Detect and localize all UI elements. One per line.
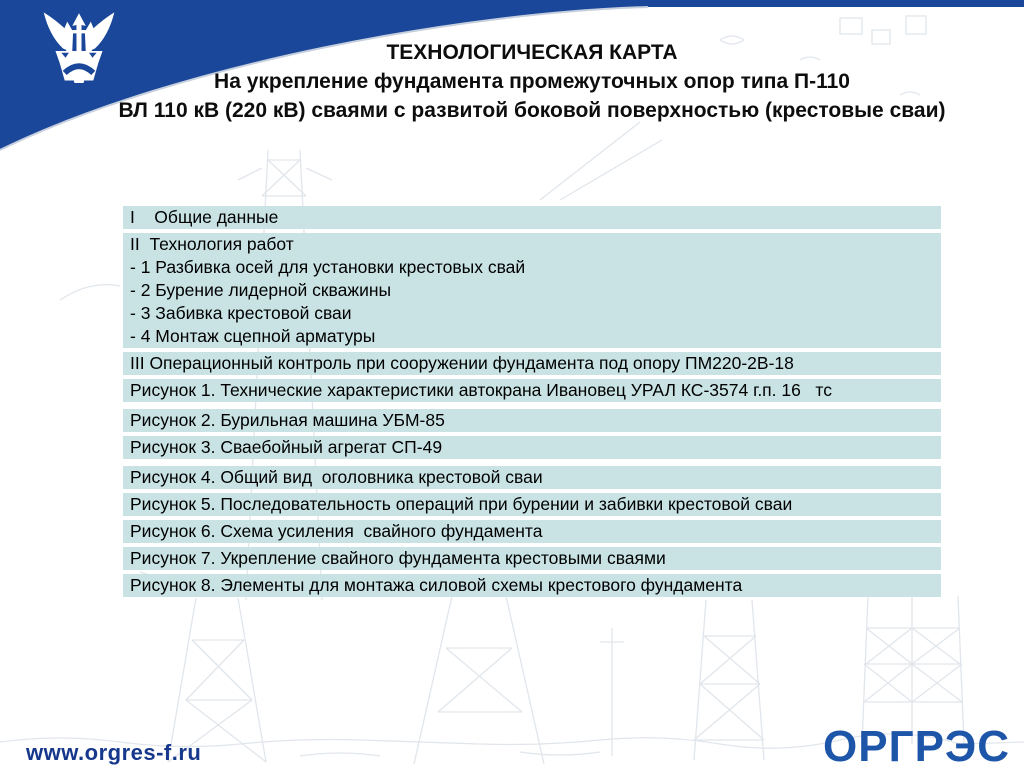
- toc-item: [123, 436, 941, 459]
- toc-item: [123, 233, 941, 348]
- toc-item: [123, 520, 941, 543]
- toc-item: [123, 466, 941, 489]
- toc-line: Рисунок 5. Последовательность операций при бурении и забивки крестовой сваи: [130, 494, 793, 514]
- toc-item: [123, 574, 941, 597]
- orgres-brand-wordmark: ОРГРЭС: [823, 722, 1010, 771]
- toc-line: Рисунок 2. Бурильная машина УБМ-85: [130, 410, 445, 430]
- toc-item: [123, 206, 941, 229]
- toc-line: I Общие данные: [130, 207, 279, 227]
- toc-line: Рисунок 4. Общий вид оголовника крестовой сваи: [130, 467, 543, 487]
- toc-item: [123, 352, 941, 375]
- slide-title-line-1: ТЕХНОЛОГИЧЕСКАЯ КАРТА: [386, 41, 678, 64]
- toc-line: - 3 Забивка крестовой сваи: [130, 303, 352, 323]
- toc-line: - 1 Разбивка осей для установки крестовых свай: [130, 257, 526, 277]
- toc-list: [123, 206, 941, 597]
- toc-line: Рисунок 6. Схема усиления свайного фундамента: [130, 521, 543, 541]
- slide-title: [40, 38, 1024, 125]
- toc-line: Рисунок 7. Укрепление свайного фундамента крестовыми сваями: [130, 548, 666, 568]
- toc-line: II Технология работ: [130, 234, 294, 254]
- toc-line: III Операционный контроль при сооружении фундамента под опору ПМ220-2В-18: [130, 353, 794, 373]
- website-link[interactable]: www.orgres-f.ru: [26, 740, 202, 765]
- toc-item: [123, 547, 941, 570]
- slide-title-line-2: На укрепление фундамента промежуточных опор типа П-110: [214, 70, 850, 93]
- slide-title-line-3: ВЛ 110 кВ (220 кВ) сваями с развитой боковой поверхностью (крестовые сваи): [118, 99, 946, 122]
- toc-line: Рисунок 1. Технические характеристики автокрана Ивановец УРАЛ КС-3574 г.п. 16 тс: [130, 380, 832, 400]
- toc-item: [123, 493, 941, 516]
- toc-line: Рисунок 8. Элементы для монтажа силовой схемы крестового фундамента: [130, 575, 743, 595]
- toc-line: Рисунок 3. Сваебойный агрегат СП-49: [130, 437, 443, 457]
- toc-item: [123, 379, 941, 402]
- toc-line: - 2 Бурение лидерной скважины: [130, 280, 392, 300]
- toc-item: [123, 409, 941, 432]
- toc-line: - 4 Монтаж сцепной арматуры: [130, 326, 376, 346]
